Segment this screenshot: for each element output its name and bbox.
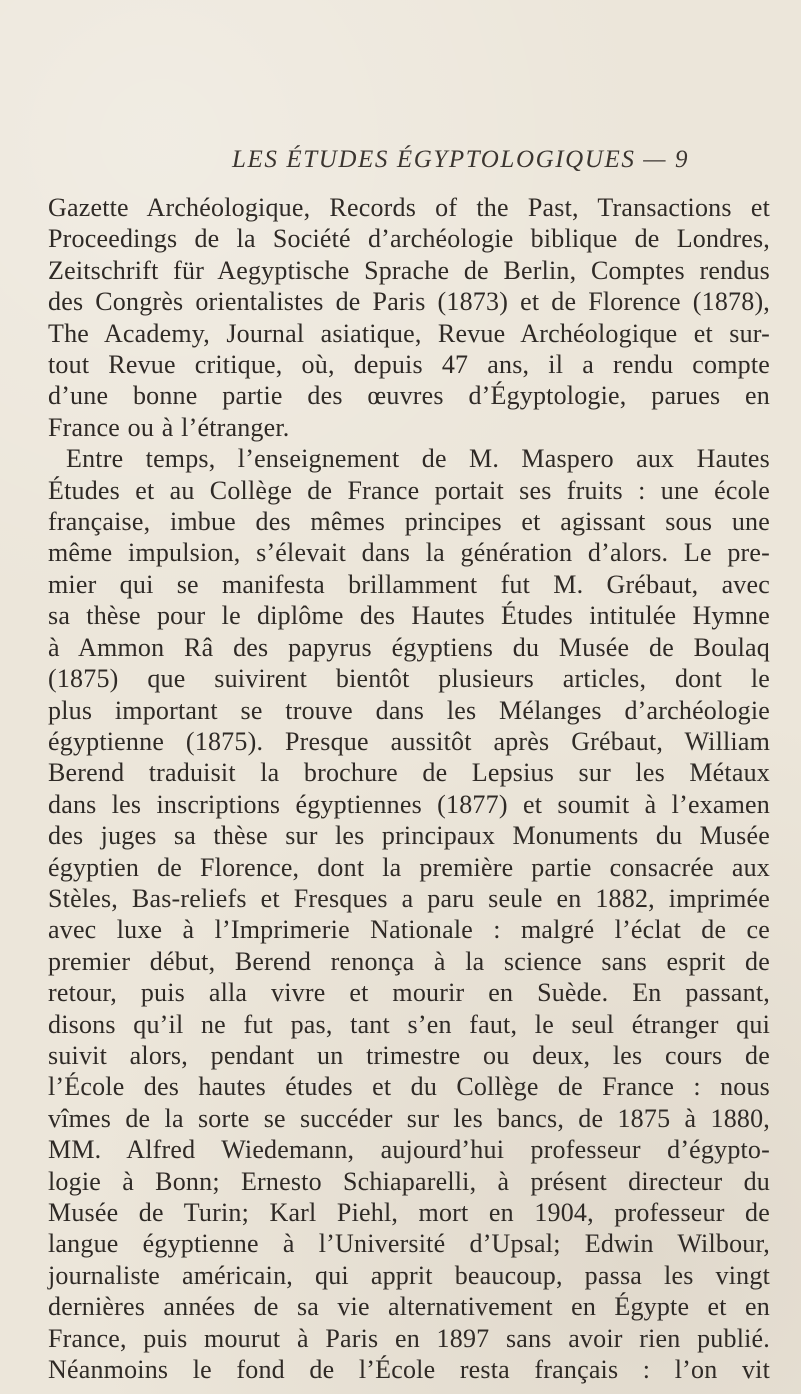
text-line: langue égyptienne à l’Université d’Upsal; Edwin Wilbour, <box>48 1229 770 1259</box>
text-line: égyptien de Florence, dont la première partie consacrée aux <box>48 852 770 882</box>
text-line: française, imbue des mêmes principes et agissant sous une <box>48 507 770 537</box>
text-line: suivit alors, pendant un trimestre ou deux, les cours de <box>48 1040 770 1070</box>
text-line: MM. Alfred Wiedemann, aujourd’hui professeur d’égypto- <box>48 1135 770 1165</box>
running-header: LES ÉTUDES ÉGYPTOLOGIQUES — 9 <box>232 146 690 173</box>
text-line: Proceedings de la Société d’archéologie biblique de Londres, <box>48 224 770 254</box>
text-line: tout Revue critique, où, depuis 47 ans, il a rendu compte <box>48 350 770 380</box>
text-line: égyptienne (1875). Presque aussitôt après Grébaut, William <box>48 726 770 756</box>
text-line: à Ammon Râ des papyrus égyptiens du Musée de Boulaq <box>48 632 770 662</box>
text-line: premier début, Berend renonça à la science sans esprit de <box>48 946 770 976</box>
text-line: (1875) que suivirent bientôt plusieurs articles, dont le <box>48 664 770 694</box>
text-line: retour, puis alla vivre et mourir en Suède. En passant, <box>48 978 770 1008</box>
text-line: l’École des hautes études et du Collège de France : nous <box>48 1072 770 1102</box>
text-line: France ou à l’étranger. <box>48 412 290 442</box>
paragraph-start-line: Entre temps, l’enseignement de M. Maspero aux Hautes <box>66 444 770 474</box>
text-line: France, puis mourut à Paris en 1897 sans avoir rien publié. <box>48 1323 770 1353</box>
text-line: Musée de Turin; Karl Piehl, mort en 1904, professeur de <box>48 1198 770 1227</box>
text-line: des Congrès orientalistes de Paris (1873) et de Florence (1878), <box>48 287 770 317</box>
text-line: The Academy, Journal asiatique, Revue Archéologique et sur- <box>48 318 770 348</box>
body-text <box>48 192 770 1385</box>
text-line: Néanmoins le fond de l’École resta français : l’on vit <box>48 1355 770 1385</box>
text-line: dernières années de sa vie alternativement en Égypte et en <box>48 1292 770 1322</box>
text-line: dans les inscriptions égyptiennes (1877) et soumit à l’examen <box>48 789 770 819</box>
text-line: même impulsion, s’élevait dans la génération d’alors. Le pre- <box>48 538 770 568</box>
text-line: journaliste américain, qui apprit beaucoup, passa les vingt <box>48 1260 770 1290</box>
text-line: sa thèse pour le diplôme des Hautes Études intitulée Hymne <box>48 601 770 631</box>
text-line: Études et au Collège de France portait ses fruits : une école <box>48 475 770 505</box>
text-line: d’une bonne partie des œuvres d’Égyptologie, parues en <box>48 381 770 411</box>
text-line: Berend traduisit la brochure de Lepsius sur les Métaux <box>48 758 770 788</box>
text-line: avec luxe à l’Imprimerie Nationale : malgré l’éclat de ce <box>48 915 770 945</box>
text-line: Gazette Archéologique, Records of the Past, Transactions et <box>48 193 770 222</box>
text-line: plus important se trouve dans les Mélanges d’archéologie <box>48 695 770 725</box>
text-line: des juges sa thèse sur les principaux Monuments du Musée <box>48 821 770 851</box>
text-line: Stèles, Bas-reliefs et Fresques a paru seule en 1882, imprimée <box>48 883 770 913</box>
text-line: mier qui se manifesta brillamment fut M. Grébaut, avec <box>48 569 770 599</box>
text-line: vîmes de la sorte se succéder sur les bancs, de 1875 à 1880, <box>48 1103 770 1133</box>
text-line: disons qu’il ne fut pas, tant s’en faut, le seul étranger qui <box>48 1009 770 1039</box>
text-line: Zeitschrift für Aegyptische Sprache de Berlin, Comptes rendus <box>48 255 770 285</box>
text-line: logie à Bonn; Ernesto Schiaparelli, à présent directeur du <box>48 1166 770 1196</box>
